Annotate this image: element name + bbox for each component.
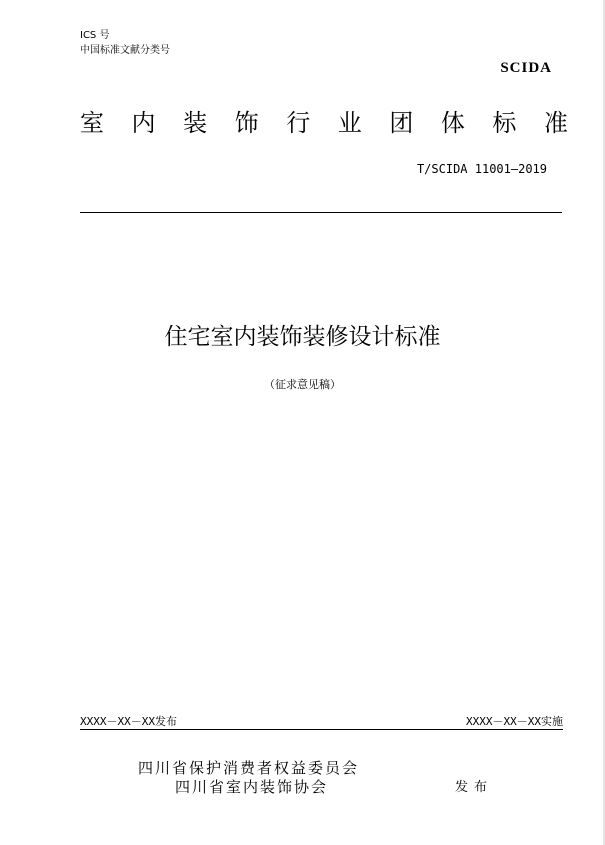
ics-code: ICS 号 xyxy=(80,30,110,41)
org-code: SCIDA xyxy=(500,60,552,76)
ccs-code: 中国标准文献分类号 xyxy=(80,45,170,56)
standard-number: T/SCIDA 11001—2019 xyxy=(416,162,547,176)
document-title: 住宅室内装饰装修设计标准 xyxy=(164,324,441,350)
header-divider xyxy=(80,212,562,213)
publisher-2: 四川省室内装饰协会 xyxy=(175,778,329,796)
footer-divider xyxy=(80,729,563,730)
publish-date: XXXX－XX－XX发布 xyxy=(80,715,177,728)
document-status: （征求意见稿） xyxy=(264,378,341,391)
standard-category: 室 内 装 饰 行 业 团 体 标 准 xyxy=(80,109,568,137)
publisher-1: 四川省保护消费者权益委员会 xyxy=(138,759,360,777)
publish-verb: 发布 xyxy=(455,780,494,795)
implement-date: XXXX－XX－XX实施 xyxy=(466,715,563,728)
